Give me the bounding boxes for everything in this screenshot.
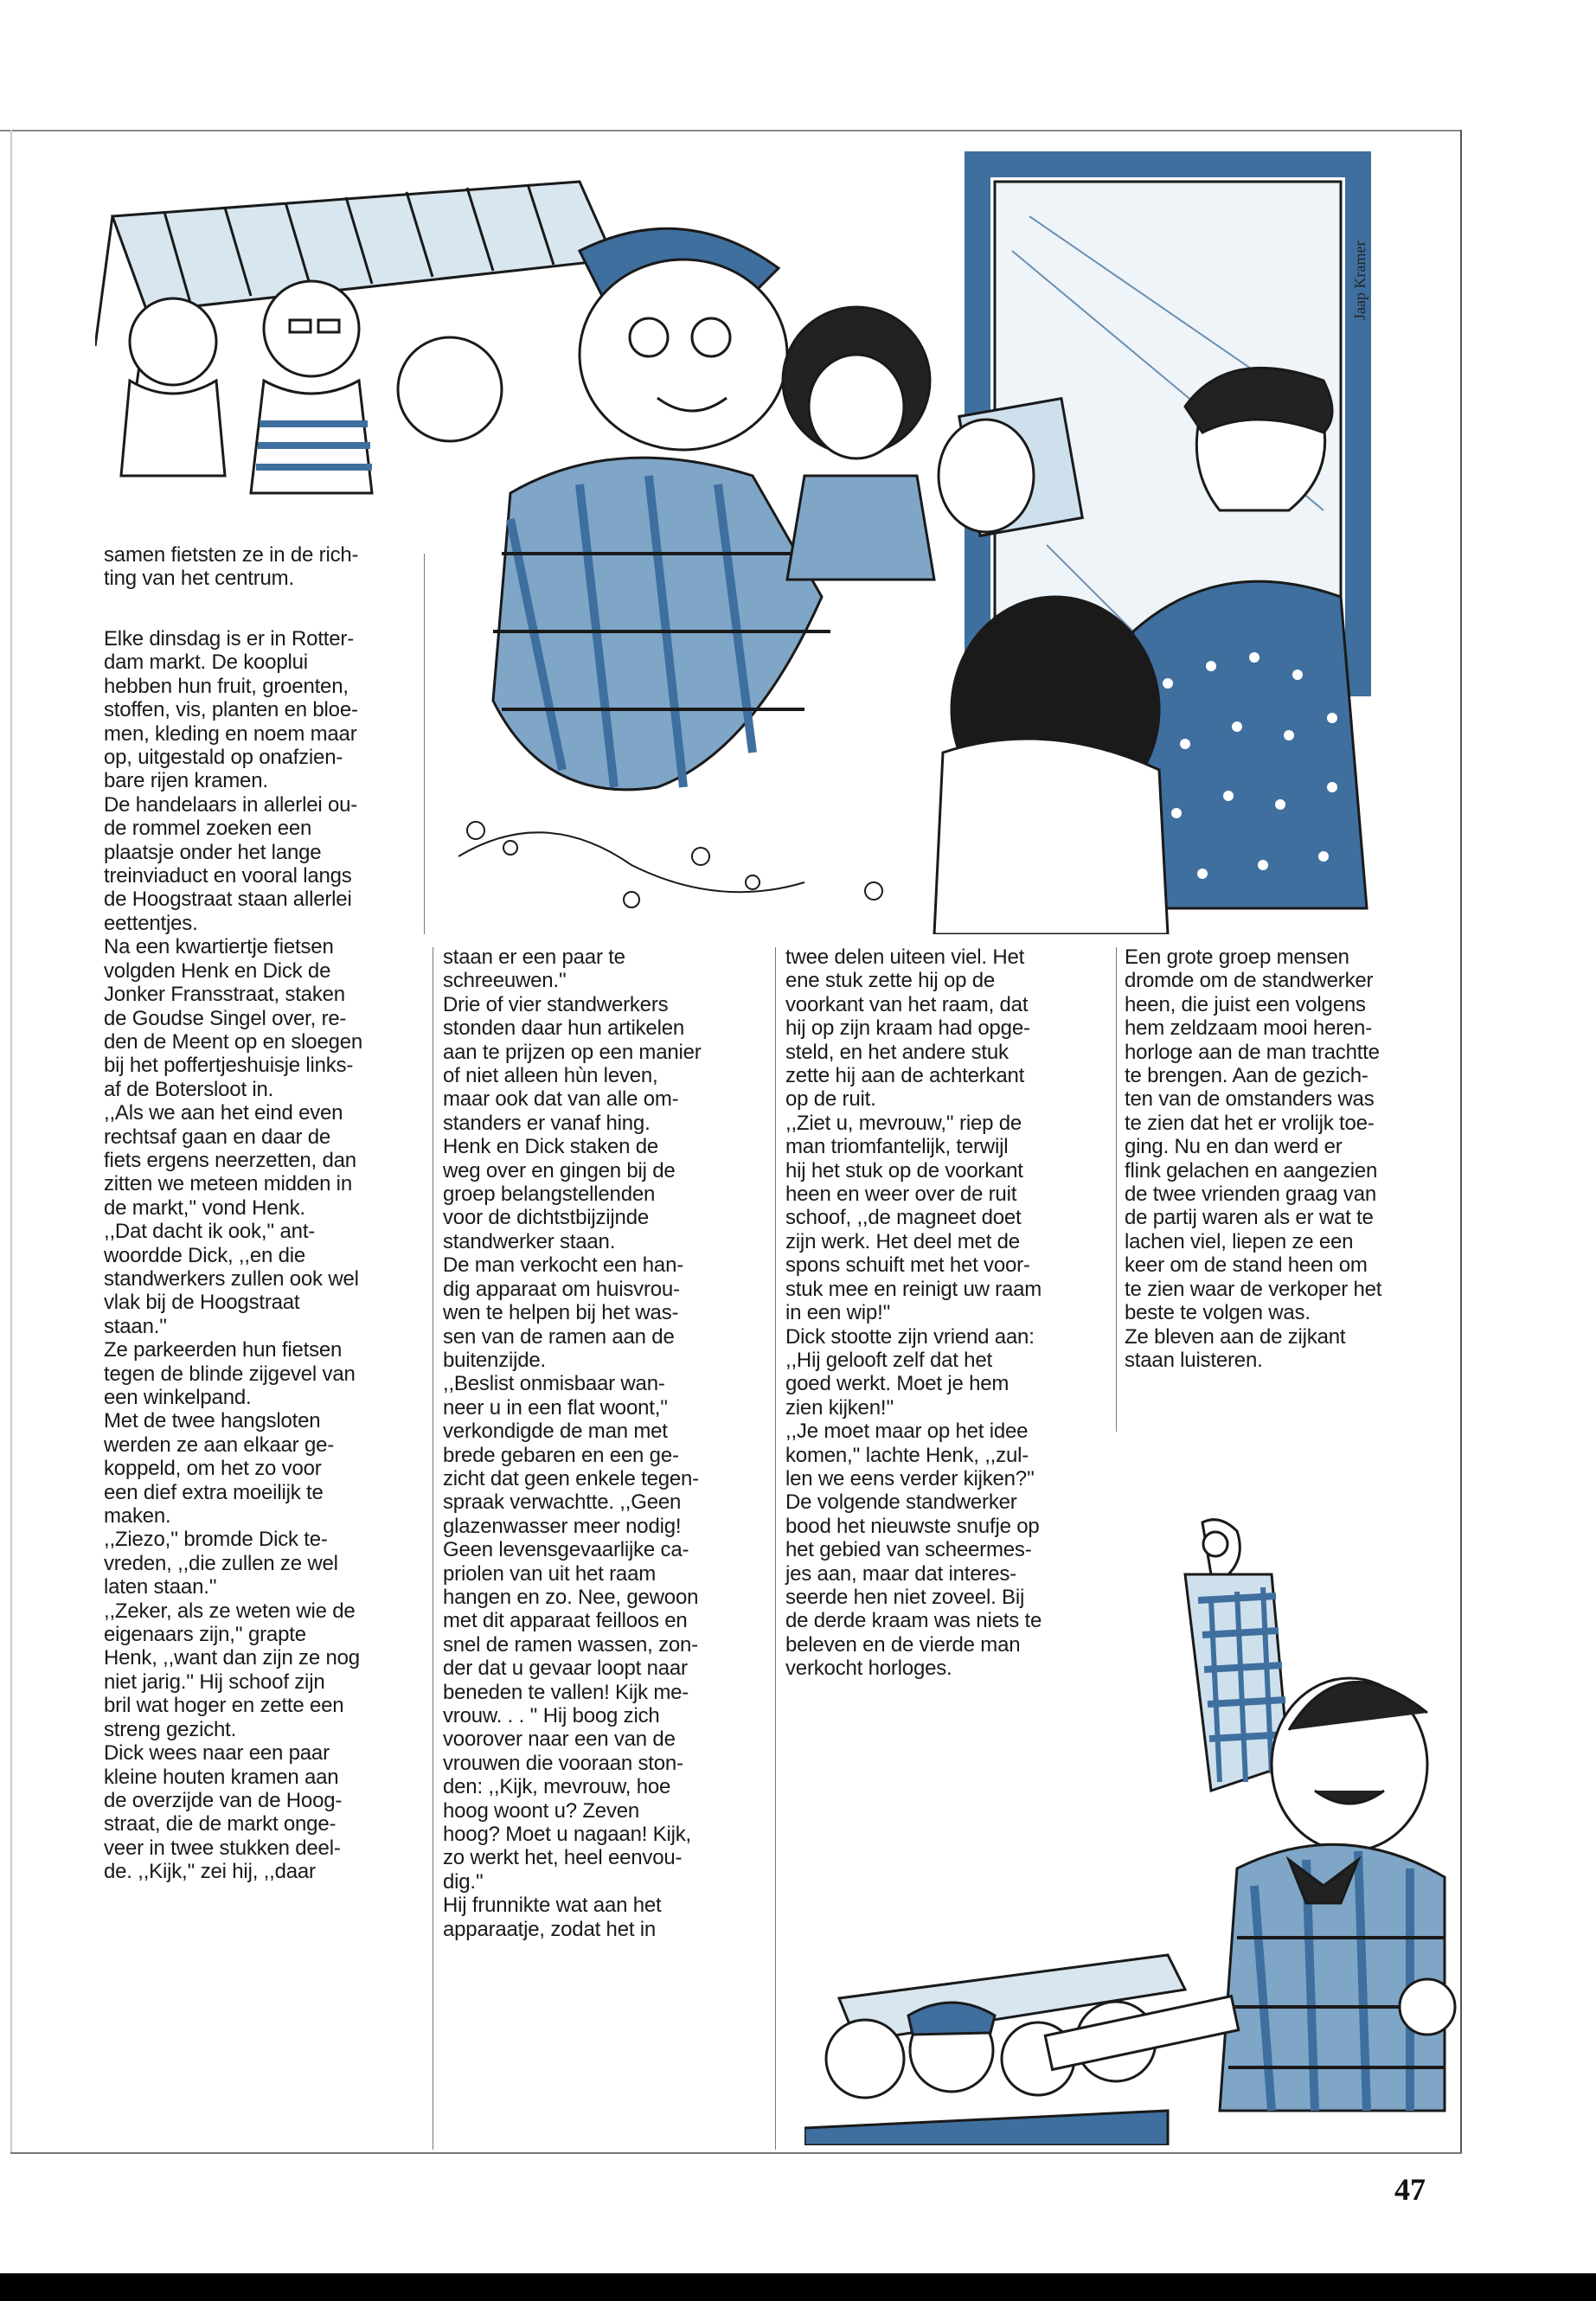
text-line: op de ruit. — [785, 1087, 876, 1112]
text-line: jes aan, maar dat interes- — [785, 1561, 1016, 1586]
text-line: stuk mee en reinigt uw raam — [785, 1277, 1042, 1301]
text-line: Jonker Fransstraat, staken — [104, 983, 345, 1007]
text-line: Dick stootte zijn vriend aan: — [785, 1324, 1035, 1349]
text-line: Elke dinsdag is er in Rotter- — [104, 627, 354, 651]
text-line: De handelaars in allerlei ou- — [104, 792, 358, 817]
page-frame-bottom — [10, 2152, 1462, 2154]
text-line: stoffen, vis, planten en bloe- — [104, 698, 358, 722]
text-line: De man verkocht een han- — [443, 1253, 684, 1278]
text-line: verkocht horloges. — [785, 1657, 952, 1681]
column-1 — [104, 627, 428, 1884]
text-line: dromde om de standwerker — [1125, 969, 1374, 993]
text-line: werden ze aan elkaar ge- — [104, 1433, 335, 1457]
text-line: standers er vanaf hing. — [443, 1111, 651, 1135]
text-line: zitten we meteen midden in — [104, 1172, 352, 1196]
text-line: hem zeldzaam mooi heren- — [1125, 1016, 1373, 1041]
text-line: de Goudse Singel over, re- — [104, 1006, 347, 1030]
text-line: fiets ergens neerzetten, dan — [104, 1148, 356, 1172]
text-line: te zien waar de verkoper het — [1125, 1277, 1382, 1301]
column-rule-2 — [775, 947, 776, 2150]
text-line: buitenzijde. — [443, 1348, 547, 1372]
text-line: men, kleding en noem maar — [104, 721, 357, 746]
text-line: voorkant van het raam, dat — [785, 992, 1029, 1016]
text-line: Ze parkeerden hun fietsen — [104, 1338, 343, 1362]
text-line: standwerker staan. — [443, 1229, 616, 1253]
text-line: in een wip!'' — [785, 1301, 891, 1325]
text-line: te brengen. Aan de gezich- — [1125, 1064, 1368, 1088]
text-line: volgden Henk en Dick de — [104, 958, 331, 983]
text-line: zijn werk. Het deel met de — [785, 1229, 1020, 1253]
text-line: horloge aan de man trachtte — [1125, 1040, 1380, 1064]
text-line: hoog woont u? Zeven — [443, 1798, 640, 1823]
text-line: vreden, ,,die zullen ze wel — [104, 1551, 338, 1575]
text-line: snel de ramen wassen, zon- — [443, 1632, 698, 1657]
text-line: een winkelpand. — [104, 1386, 252, 1409]
text-line: sen van de ramen aan de — [443, 1324, 675, 1349]
text-line: ,,Dat dacht ik ook,'' ant- — [104, 1220, 316, 1244]
boys-faces — [121, 281, 502, 493]
text-line: aan te prijzen op een manier — [443, 1040, 702, 1064]
text-line: de twee vrienden graag van — [1125, 1183, 1377, 1207]
text-line: woordde Dick, ,,en die — [104, 1243, 306, 1267]
text-line: wen te helpen bij het was- — [443, 1301, 679, 1325]
text-line: veer in twee stukken deel- — [104, 1836, 341, 1860]
text-line: beleven en de vierde man — [785, 1632, 1021, 1657]
watch-seller-illustration-frame — [804, 1505, 1462, 2145]
text-line: de overzijde van de Hoog- — [104, 1788, 343, 1812]
text-line: kleine houten kramen aan — [104, 1765, 339, 1789]
text-line: bij het poffertjeshuisje links- — [104, 1054, 354, 1078]
text-line: ten van de omstanders was — [1125, 1087, 1375, 1112]
text-line: Hij frunnikte wat aan het — [443, 1894, 662, 1918]
text-line: de partij waren als er wat te — [1125, 1206, 1374, 1230]
text-line: ,,Beslist onmisbaar wan- — [443, 1372, 665, 1396]
text-line: Met de twee hangsloten — [104, 1409, 321, 1433]
text-line: de rommel zoeken een — [104, 817, 312, 841]
text-line: schreeuwen.'' — [443, 969, 567, 993]
text-line: stonden daar hun artikelen — [443, 1016, 685, 1041]
text-line: voorover naar een van de — [443, 1727, 676, 1752]
text-line: hij het stuk op de voorkant — [785, 1158, 1023, 1183]
column-rule-3 — [1116, 947, 1117, 1432]
text-line: zien kijken!'' — [785, 1395, 894, 1420]
text-line: staan luisteren. — [1125, 1348, 1263, 1372]
text-line: Drie of vier standwerkers — [443, 992, 669, 1016]
text-line: of niet alleen hùn leven, — [443, 1064, 658, 1088]
scan-bottom-edge — [0, 2273, 1596, 2301]
text-line: ,,Ziet u, mevrouw,'' riep de — [785, 1111, 1022, 1135]
text-line: Henk en Dick staken de — [443, 1135, 659, 1159]
text-line: de Hoogstraat staan allerlei — [104, 888, 352, 912]
text-line: staan.'' — [104, 1314, 167, 1338]
illustrator-signature: Jaap Kramer — [1351, 240, 1368, 320]
text-line: len we eens verder kijken?'' — [785, 1466, 1035, 1490]
text-line: ting van het centrum. — [104, 567, 294, 591]
text-line: straat, die de markt onge- — [104, 1812, 337, 1836]
text-line: laten staan.'' — [104, 1575, 217, 1599]
text-line: Na een kwartiertje fietsen — [104, 935, 334, 959]
text-line: staan er een paar te — [443, 945, 625, 969]
text-line: beste te volgen was. — [1125, 1301, 1311, 1325]
text-line: dig apparaat om huisvrou- — [443, 1277, 680, 1301]
watch-seller-illustration — [804, 1505, 1462, 2145]
curly-haired-girl — [783, 307, 934, 580]
text-line: vrouw. . . '' Hij boog zich — [443, 1704, 660, 1727]
text-line: dam markt. De kooplui — [104, 651, 308, 675]
text-line: spons schuift met het voor- — [785, 1253, 1030, 1278]
page-frame-left — [10, 130, 12, 2154]
text-line: Een grote groep mensen — [1125, 945, 1349, 969]
text-line: ene stuk zette hij op de — [785, 969, 996, 993]
text-line: maar ook dat van alle om- — [443, 1087, 679, 1112]
text-line: vrouwen die vooraan ston- — [443, 1751, 683, 1775]
text-line: de markt,'' vond Henk. — [104, 1195, 305, 1220]
text-line: plaatsje onder het lange — [104, 840, 322, 864]
text-line: schoof, ,,de magneet doet — [785, 1206, 1022, 1230]
text-line: heen, die juist een volgens — [1125, 992, 1366, 1016]
text-line: ging. Nu en dan werd er — [1125, 1135, 1343, 1159]
text-line: lachen viel, liepen ze een — [1125, 1229, 1354, 1253]
text-line: ,,Ziezo,'' bromde Dick te- — [104, 1528, 328, 1552]
text-line: komen,'' lachte Henk, ,,zul- — [785, 1443, 1029, 1467]
text-line: een dief extra moeilijk te — [104, 1480, 324, 1504]
page-frame-top — [0, 130, 1462, 131]
text-line: man triomfantelijk, terwijl — [785, 1135, 1009, 1159]
text-line: ,,Je moet maar op het idee — [785, 1420, 1029, 1444]
text-line: eigenaars zijn,'' grapte — [104, 1623, 306, 1647]
text-line: weg over en gingen bij de — [443, 1158, 676, 1183]
text-line: der dat u gevaar loopt naar — [443, 1657, 688, 1681]
text-line: brede gebaren en een ge- — [443, 1443, 679, 1467]
text-line: op, uitgestald op onafzien- — [104, 746, 343, 770]
text-line: De volgende standwerker — [785, 1490, 1017, 1515]
page-number: 47 — [1394, 2172, 1426, 2207]
text-line: hebben hun fruit, groenten, — [104, 674, 349, 698]
text-line: het gebied van scheermes- — [785, 1538, 1032, 1562]
text-line: treinviaduct en vooral langs — [104, 864, 352, 888]
text-line: groep belangstellenden — [443, 1183, 656, 1207]
text-line: steld, en het andere stuk — [785, 1040, 1009, 1064]
text-line: eettentjes. — [104, 911, 198, 935]
text-line: tegen de blinde zijgevel van — [104, 1362, 356, 1386]
text-line: rechtsaf gaan en daar de — [104, 1125, 331, 1149]
text-line: Geen levensgevaarlijke ca- — [443, 1538, 689, 1562]
text-line: goed werkt. Moet je hem — [785, 1372, 1010, 1396]
text-line: zo werkt het, heel eenvou- — [443, 1846, 683, 1870]
text-line: maken. — [104, 1504, 171, 1529]
column-1-top — [104, 543, 415, 591]
text-line: zicht dat geen enkele tegen- — [443, 1466, 699, 1490]
boy-back-of-head — [934, 597, 1168, 934]
text-line: bril wat hoger en zette een — [104, 1694, 344, 1718]
text-line: zette hij aan de achterkant — [785, 1064, 1025, 1088]
text-line: ,,Als we aan het eind even — [104, 1101, 343, 1125]
text-line: te zien dat het er vrolijk toe- — [1125, 1111, 1375, 1135]
text-line: seerde hen niet zoveel. Bij — [785, 1585, 1025, 1609]
text-line: voor de dichtstbijzijnde — [443, 1206, 650, 1230]
text-line: niet jarig.'' Hij schoof zijn — [104, 1670, 325, 1694]
text-line: samen fietsten ze in de rich- — [104, 543, 359, 567]
flowers — [458, 822, 882, 907]
text-line: den: ,,Kijk, mevrouw, hoe — [443, 1775, 671, 1799]
text-line: hoog? Moet u nagaan! Kijk, — [443, 1823, 692, 1847]
text-line: bood het nieuwste snufje op — [785, 1514, 1040, 1538]
text-line: glazenwasser meer nodig! — [443, 1514, 682, 1538]
text-line: ,,Zeker, als ze weten wie de — [104, 1599, 356, 1623]
text-line: keer om de stand heen om — [1125, 1253, 1368, 1278]
column-2 — [443, 945, 772, 1941]
text-line: koppeld, om het zo voor — [104, 1457, 322, 1481]
text-line: spraak verwachtte. ,,Geen — [443, 1490, 682, 1515]
text-line: priolen van uit het raam — [443, 1561, 657, 1586]
text-line: hij op zijn kraam had opge- — [785, 1016, 1030, 1041]
text-line: Henk, ,,want dan zijn ze nog — [104, 1646, 360, 1670]
text-line: dig.'' — [443, 1869, 484, 1894]
text-line: de. ,,Kijk,'' zei hij, ,,daar — [104, 1860, 316, 1884]
text-line: hangen en zo. Nee, gewoon — [443, 1585, 699, 1609]
text-line: beneden te vallen! Kijk me- — [443, 1680, 689, 1704]
text-line: bare rijen kramen. — [104, 769, 268, 793]
column-4 — [1125, 945, 1453, 1372]
text-line: apparaatje, zodat het in — [443, 1917, 657, 1941]
text-line: met dit apparaat feilloos en — [443, 1609, 688, 1633]
text-line: heen en weer over de ruit — [785, 1183, 1017, 1207]
text-line: af de Botersloot in. — [104, 1077, 274, 1101]
text-line: neer u in een flat woont,'' — [443, 1395, 668, 1420]
text-line: ,,Hij gelooft zelf dat het — [785, 1348, 992, 1372]
text-line: standwerkers zullen ook wel — [104, 1266, 359, 1291]
text-line: streng gezicht. — [104, 1717, 237, 1741]
text-line: de derde kraam was niets te — [785, 1609, 1042, 1633]
text-line: Dick wees naar een paar — [104, 1741, 330, 1766]
text-line: twee delen uiteen viel. Het — [785, 945, 1025, 969]
text-line: den de Meent op en sloegen — [104, 1029, 363, 1054]
text-line: Ze bleven aan de zijkant — [1125, 1324, 1346, 1349]
text-line: verkondigde de man met — [443, 1420, 668, 1444]
text-line: flink gelachen en aangezien — [1125, 1158, 1378, 1183]
text-line: vlak bij de Hoogstraat — [104, 1291, 300, 1315]
